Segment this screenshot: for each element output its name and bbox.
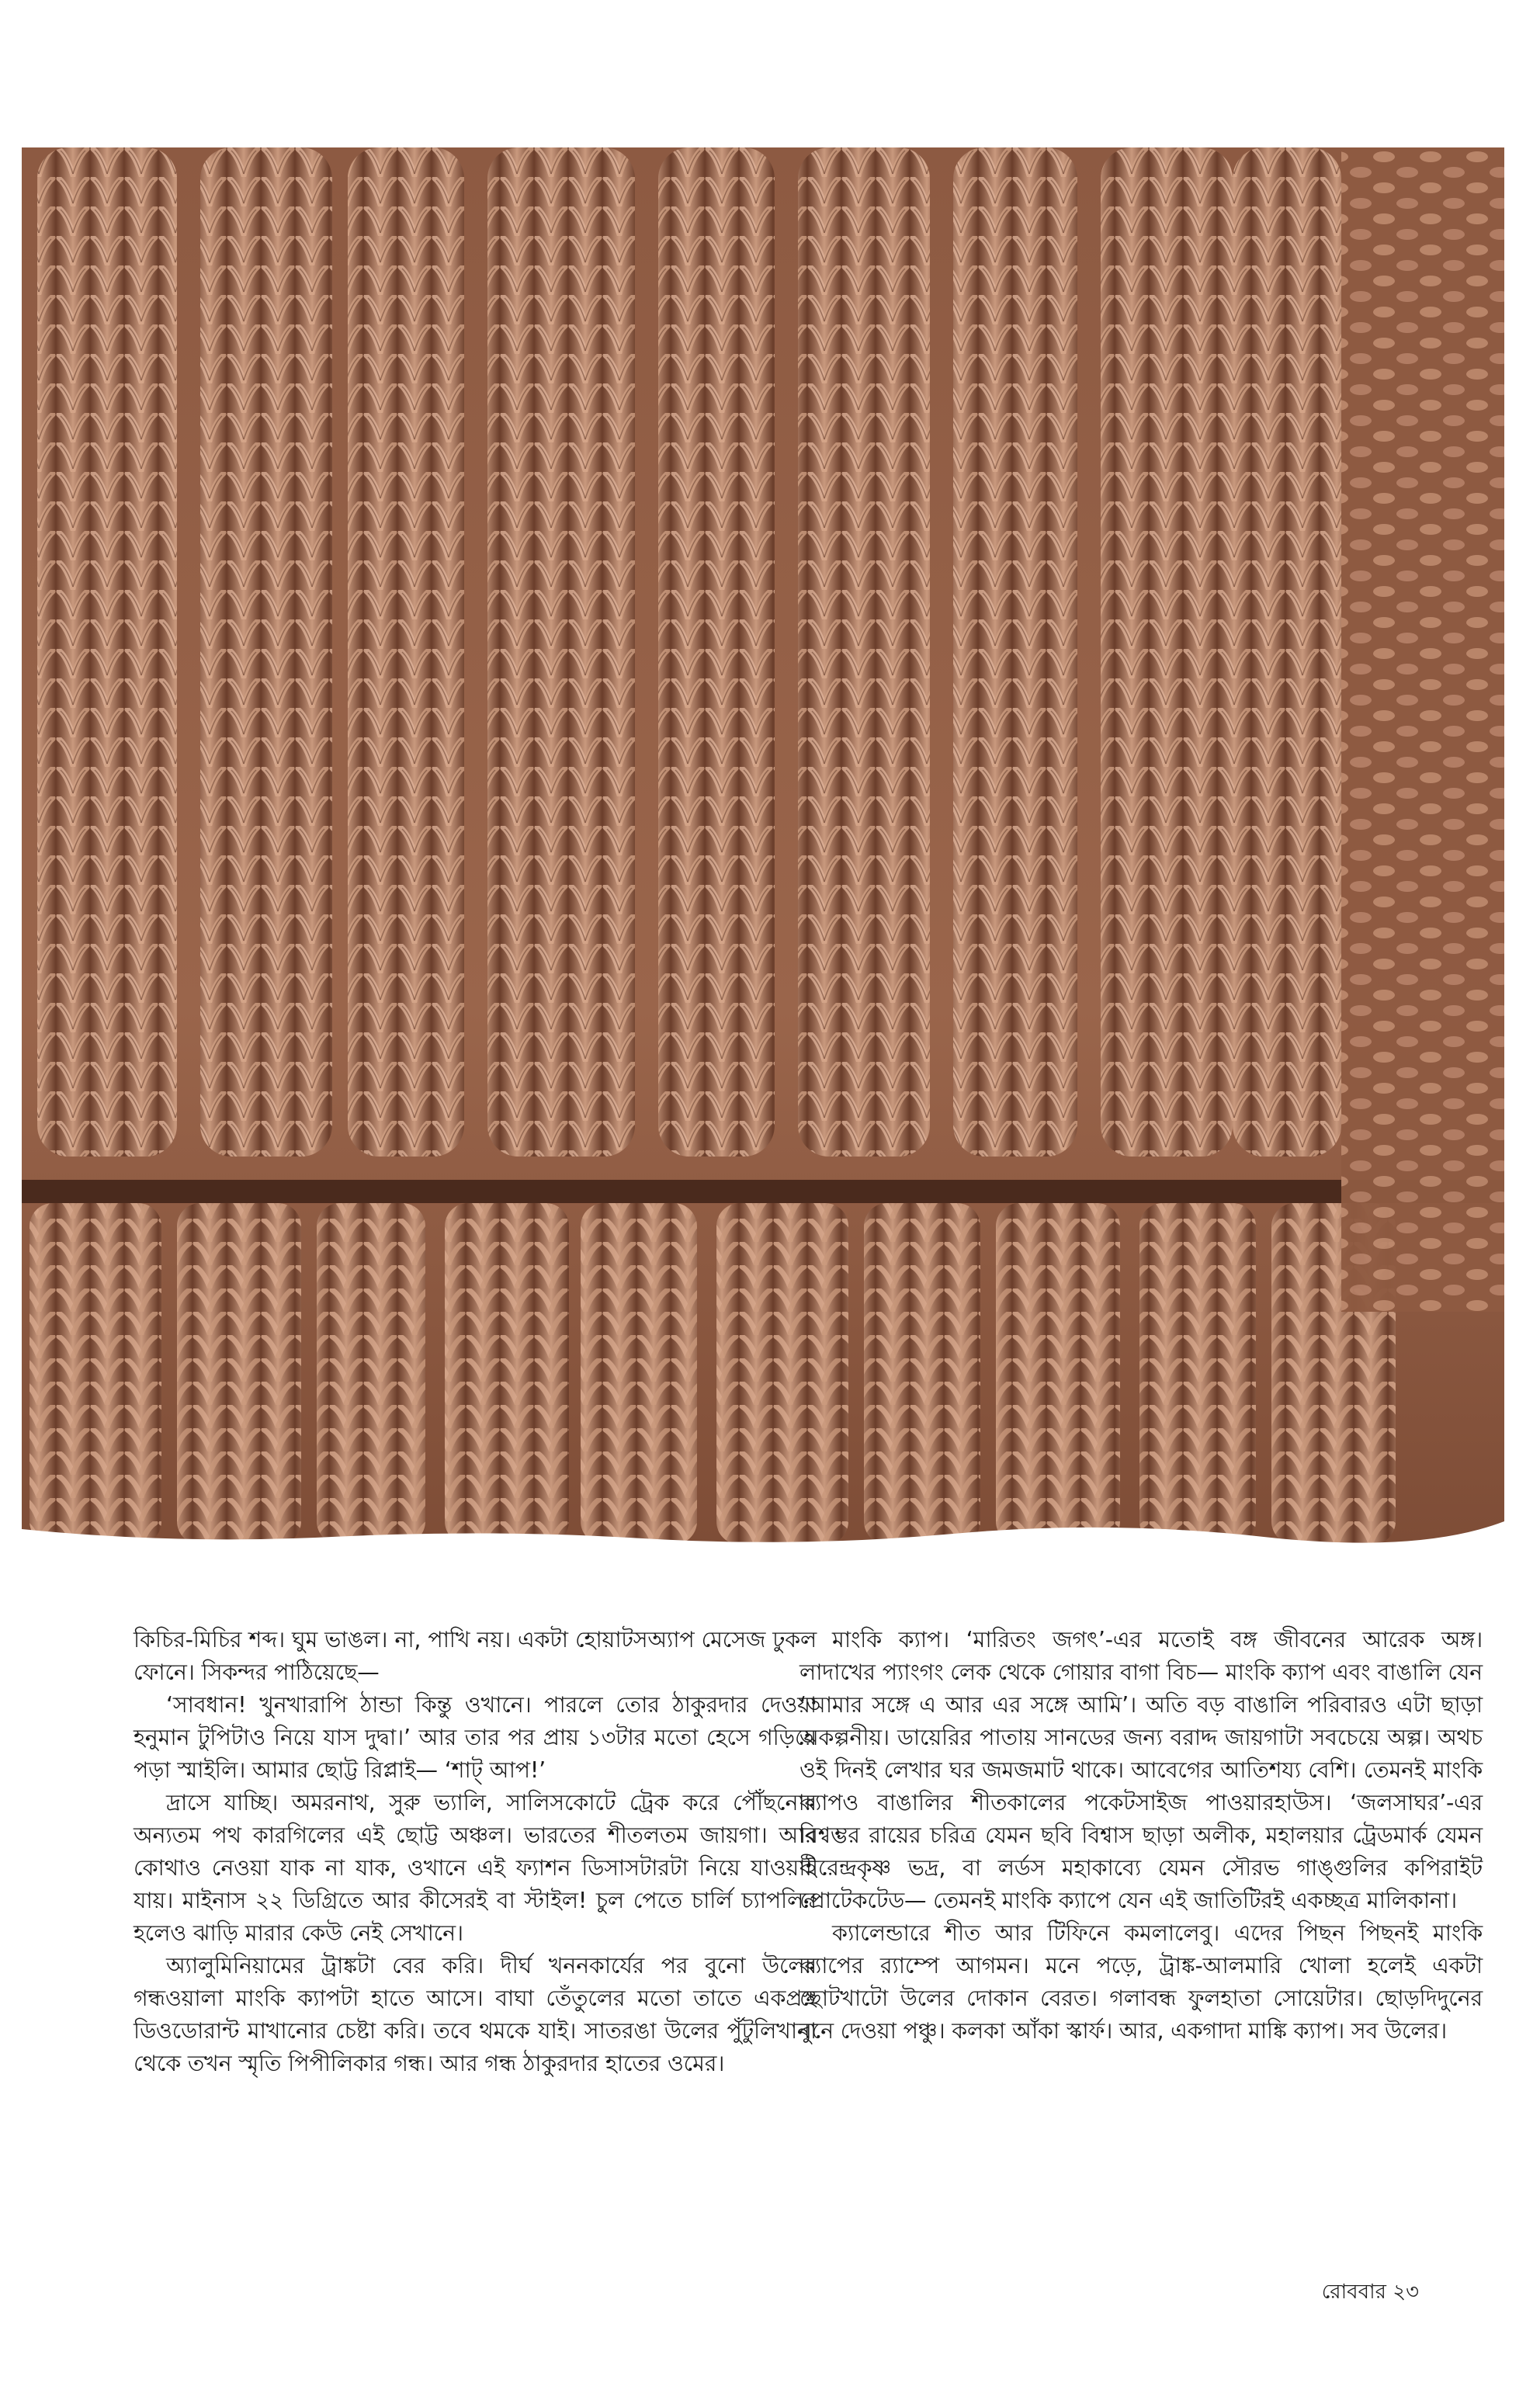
page-folio: রোববার ২৩ <box>1321 2280 1419 2304</box>
knitted-hat-photo <box>22 147 1504 1583</box>
paragraph: কিচির-মিচির শব্দ। ঘুম ভাঙল। না, পাখি নয়। একটা হোয়াটসঅ্যাপ মেসেজ ঢুকল ফোনে। সিকন্দর পাঠিয়েছে— <box>134 1627 817 1685</box>
paragraph: মাংকি ক্যাপ। ‘মারিতং জগৎ’-এর মতোই বঙ্গ জীবনের আরেক অঙ্গ। লাদাখের প্যাংগং লেক থেকে গোয়ার বাগা বিচ— মাংকি ক্যাপ এবং বাঙালি যেন ‘আমার সঙ্গে এ আর এর সঙ্গে আমি’। অতি বড় বাঙালি পরিবারও এটা ছাড়া অকল্পনীয়। ডায়েরির পাতায় সানডের জন্য বরাদ্দ জায়গাটা সবচেয়ে অল্প। অথচ ওই দিনই লেখার ঘর জমজমাট থাকে। আবেগের আতিশয্য বেশি। তেমনই মাংকি ক্যাপও বাঙালির শীতকালের পকেটসাইজ পাওয়ারহাউস। ‘জলসাঘর’-এর বিশ্বম্ভর রায়ের চরিত্র যেমন ছবি বিশ্বাস ছাড়া অলীক, মহালয়ার ট্রেডমার্ক যেমন বীরেন্দ্রকৃষ্ণ ভদ্র, বা লর্ডস মহাকাব্যে যেমন সৌরভ গাঙ্গুলির কপিরাইট প্রোটেকটেড— তেমনই মাংকি ক্যাপে যেন এই জাতিটিরই একচ্ছত্র মালিকানা। <box>799 1627 1483 1913</box>
article-left-column <box>134 1624 817 2080</box>
paragraph: ক্যালেন্ডারে শীত আর টিফিনে কমলালেবু। এদের পিছন পিছনই মাংকি ক্যাপের র‍্যাম্পে আগমন। মনে পড়ে, ট্রাঙ্ক-আলমারি খোলা হলেই একটা ছোটখাটো উলের দোকান বেরত। গলাবন্ধ ফুলহাতা সোয়েটার। ছোড়দিদুনের বুনে দেওয়া পঞ্চু। কলকা আঁকা স্কার্ফ। আর, একগাদা মাঙ্কি ক্যাপ। সব উলের। <box>799 1920 1483 2044</box>
article-right-column <box>799 1624 1483 2048</box>
knit-texture-image <box>22 147 1504 1583</box>
paragraph: দ্রাসে যাচ্ছি। অমরনাথ, সুরু ভ্যালি, সালিসকোটে ট্রেক করে পৌঁছনোর অন্যতম পথ কারগিলের এই ছোট্ট অঞ্চল। ভারতের শীতলতম জায়গা। আর কোথাও নেওয়া যাক না যাক, ওখানে এই ফ্যাশন ডিসাসটারটা নিয়ে যাওয়াই যায়। মাইনাস ২২ ডিগ্রিতে আর কীসেরই বা স্টাইল! চুল পেতে চার্লি চ্যাপলিন হলেও ঝাড়ি মারার কেউ নেই সেখানে। <box>134 1790 817 1946</box>
paragraph: ‘সাবধান! খুনখারাপি ঠান্ডা কিন্তু ওখানে। পারলে তোর ঠাকুরদার দেওয়া হনুমান টুপিটাও নিয়ে যাস দুদ্বা।’ আর তার পর প্রায় ১৩টার মতো হেসে গড়িয়ে পড়া স্মাইলি। আমার ছোট্ট রিপ্লাই— ‘শাট্‌ আপ!’ <box>134 1692 817 1783</box>
paragraph: অ্যালুমিনিয়ামের ট্রাঙ্কটা বের করি। দীর্ঘ খননকার্যের পর বুনো উলের গন্ধওয়ালা মাংকি ক্যাপটা হাতে আসে। বাঘা তেঁতুলের মতো তাতে একপ্রস্থ ডিওডোরান্ট মাখানোর চেষ্টা করি। তবে থমকে যাই। সাতরঙা উলের পুঁটুলিখানা থেকে তখন স্মৃতি পিপীলিকার গন্ধ। আর গন্ধ ঠাকুরদার হাতের ওমের। <box>134 1953 817 2076</box>
